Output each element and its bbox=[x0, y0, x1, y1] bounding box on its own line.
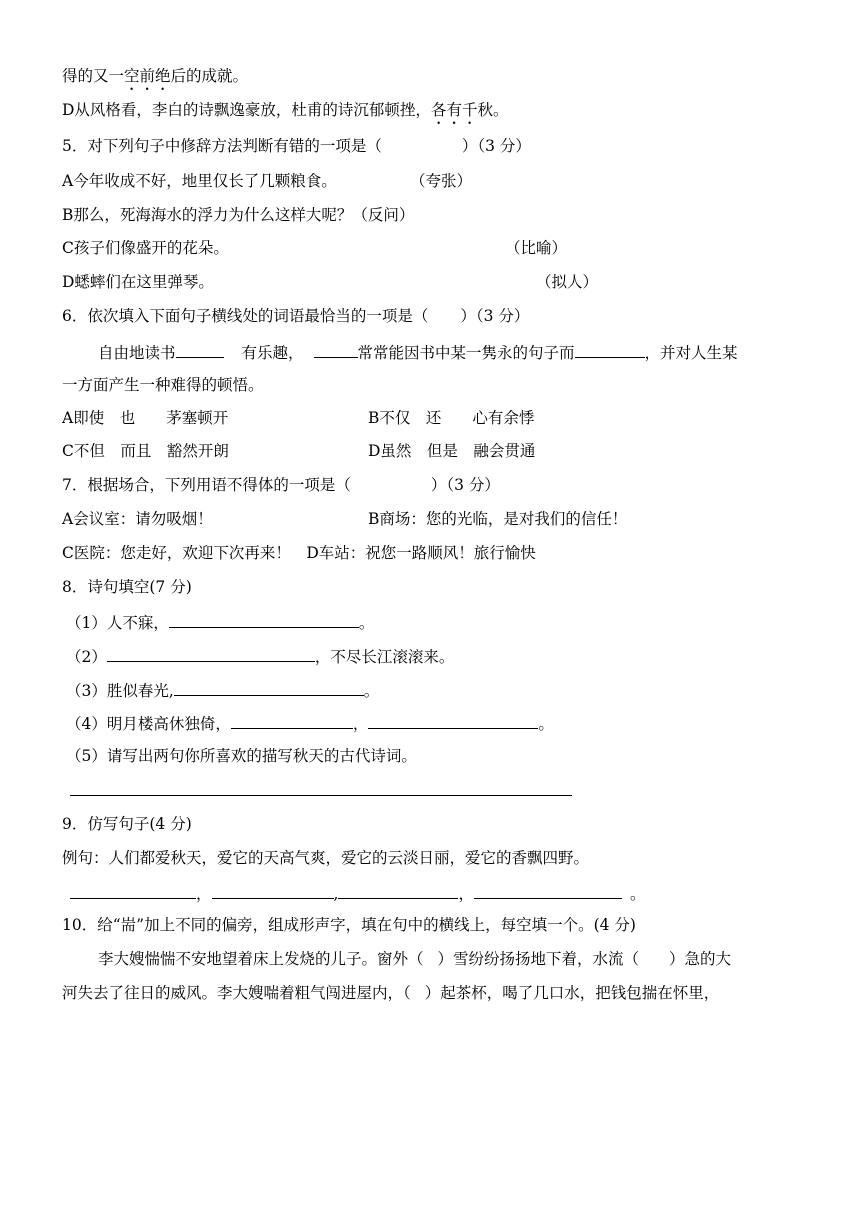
option-d-line: D从风格看，李白的诗飘逸豪放，杜甫的诗沉郁顿挫，各有千秋。 bbox=[62, 101, 509, 119]
q6-sentence: 自由地读书 有乐趣， 常常能因书中某一隽永的句子而 ，并对人生某 bbox=[98, 341, 738, 363]
q8-item-2: （2） ，不尽长江滚滚来。 bbox=[66, 645, 454, 667]
q7-option-cd: C医院：您走好，欢迎下次再来！ D车站：祝您一路顺风！旅行愉快 bbox=[62, 544, 536, 562]
q6-option-b: B不仅 还 心有余悸 bbox=[368, 409, 535, 427]
question-10-stem: 10．给“耑”加上不同的偏旁，组成形声字，填在句中的横线上，每空填一个。(4 分) bbox=[62, 916, 636, 934]
question-7-stem: 7．根据场合，下列用语不得体的一项是（ ）（3 分） bbox=[62, 476, 500, 494]
answer-blank[interactable] bbox=[107, 645, 315, 662]
answer-blank[interactable] bbox=[70, 882, 196, 899]
q10-passage-line-2: 河失去了往日的威风。李大嫂喘着粗气闯进屋内，（ ）起茶杯，喝了几口水，把钱包揣在怀里， bbox=[62, 984, 720, 1002]
q5-option-c: C孩子们像盛开的花朵。 bbox=[62, 239, 229, 257]
blank[interactable] bbox=[176, 341, 224, 358]
q6-sentence-cont: 一方面产生一种难得的顿悟。 bbox=[62, 376, 264, 394]
answer-blank[interactable] bbox=[174, 679, 364, 696]
q6-option-c: C不但 而且 豁然开朗 bbox=[62, 442, 229, 460]
answer-line[interactable] bbox=[70, 795, 572, 796]
q9-answer-row: ， , ， 。 bbox=[70, 882, 645, 904]
q8-item-1: （1）人不寐， 。 bbox=[66, 611, 374, 633]
q6-option-d: D虽然 但是 融会贯通 bbox=[368, 442, 536, 460]
blank[interactable] bbox=[575, 341, 645, 358]
q7-option-a: A会议室：请勿吸烟！ bbox=[62, 510, 213, 528]
q5-option-c-tag: （比喻） bbox=[505, 239, 568, 257]
q5-option-d: D蟋蟀们在这里弹琴。 bbox=[62, 273, 214, 291]
q8-item-4: （4）明月楼高休独倚， ， 。 bbox=[66, 712, 554, 734]
question-5-stem: 5．对下列句子中修辞方法判断有错的一项是（ ）（3 分） bbox=[62, 137, 531, 155]
q7-option-b: B商场：您的光临，是对我们的信任！ bbox=[368, 510, 628, 528]
answer-blank[interactable] bbox=[474, 882, 622, 899]
q10-passage-line-1: 李大嫂惴惴不安地望着床上发烧的儿子。窗外（ ）雪纷纷扬扬地下着，水流（ ）急的大 bbox=[98, 950, 732, 968]
q9-example: 例句：人们都爱秋天，爱它的天高气爽，爱它的云淡日丽，爱它的香飘四野。 bbox=[62, 849, 590, 867]
q5-option-a: A今年收成不好，地里仅长了几颗粮食。 bbox=[62, 172, 337, 190]
q6-option-a: A即使 也 茅塞顿开 bbox=[62, 409, 229, 427]
q5-option-a-tag: （夸张） bbox=[410, 172, 473, 190]
answer-blank[interactable] bbox=[338, 882, 458, 899]
question-9-stem: 9．仿写句子(4 分) bbox=[62, 815, 192, 833]
q8-item-3: （3）胜似春光, 。 bbox=[66, 679, 379, 701]
answer-blank[interactable] bbox=[368, 712, 538, 729]
q5-option-b: B那么，死海海水的浮力为什么这样大呢？（反问） bbox=[62, 206, 415, 224]
answer-blank[interactable] bbox=[212, 882, 334, 899]
question-8-stem: 8．诗句填空(7 分) bbox=[62, 578, 192, 596]
q5-option-d-tag: （拟人） bbox=[536, 273, 599, 291]
answer-blank[interactable] bbox=[231, 712, 353, 729]
text-line: 得的又一空前绝后的成就。 bbox=[62, 67, 249, 85]
question-6-stem: 6．依次填入下面句子横线处的词语最恰当的一项是（ ）（3 分） bbox=[62, 307, 530, 325]
q8-item-5: （5）请写出两句你所喜欢的描写秋天的古代诗词。 bbox=[66, 747, 417, 765]
answer-blank[interactable] bbox=[169, 611, 359, 628]
blank[interactable] bbox=[314, 341, 358, 358]
